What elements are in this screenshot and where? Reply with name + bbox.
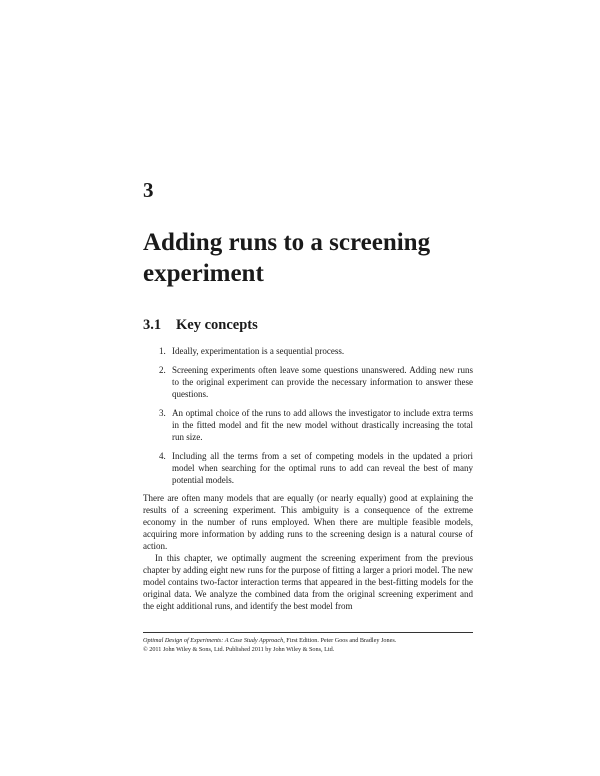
- section-title: Key concepts: [176, 317, 258, 333]
- chapter-title: Adding runs to a screening experiment: [143, 229, 431, 287]
- key-concepts-list: [143, 345, 473, 493]
- footer-divider: [143, 632, 473, 633]
- list-item-number: 2.: [159, 365, 166, 375]
- section-number: 3.1: [143, 317, 162, 333]
- list-item-number: 4.: [159, 451, 166, 461]
- paragraph: There are often many models that are equally (or nearly equally) good at explaining the results of a screening experiment. This ambiguity is a consequence of the extreme economy in the number of runs employed. When there are multiple feasible models, acquiring more information by adding runs to the screening design is a natural course of action.: [143, 493, 473, 551]
- footer-book-details: , First Edition. Peter Goos and Bradley Jones.: [283, 637, 397, 644]
- list-item: [143, 364, 473, 400]
- list-item: [143, 345, 473, 357]
- list-item-text: Including all the terms from a set of competing models in the updated a priori model when searching for the optimal runs to add can reveal the best of many potential models.: [172, 451, 473, 485]
- paragraph: In this chapter, we optimally augment the screening experiment from the previous chapter by adding eight new runs for the purpose of fitting a larger a priori model. The new model contains two-factor interaction terms that appeared in the best-fitting models for the original data. We analyze the combined data from the original screening experiment and the eight additional runs, and identify the best model from: [143, 553, 473, 611]
- list-item-text: An optimal choice of the runs to add allows the investigator to include extra terms in the fitted model and fit the new model without drastically increasing the total run size.: [172, 408, 473, 442]
- list-item-text: Screening experiments often leave some questions unanswered. Adding new runs to the original experiment can provide the necessary information to answer these questions.: [172, 365, 473, 399]
- list-item-text: Ideally, experimentation is a sequential process.: [172, 346, 345, 356]
- list-item: [143, 407, 473, 443]
- body-text: [143, 492, 473, 612]
- list-item: [143, 450, 473, 486]
- list-item-number: 3.: [159, 408, 166, 418]
- chapter-number: 3: [143, 178, 154, 202]
- section-heading: [143, 318, 258, 333]
- footer-citation: [143, 636, 483, 645]
- footer-copyright: © 2011 John Wiley & Sons, Ltd. Published 2011 by John Wiley & Sons, Ltd.: [143, 646, 335, 653]
- page-footer: [143, 636, 483, 654]
- footer-book-title: Optimal Design of Experiments: A Case Study Approach: [143, 637, 284, 644]
- list-item-number: 1.: [159, 346, 166, 356]
